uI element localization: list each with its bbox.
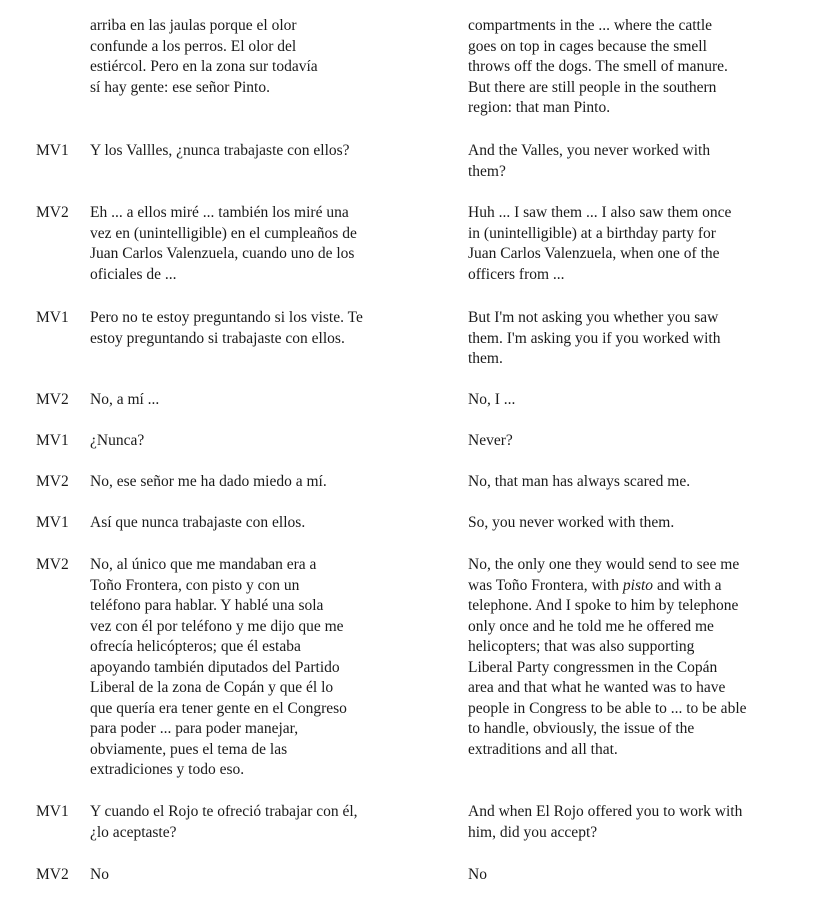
speaker-label: MV2	[36, 473, 69, 490]
spanish-line: estoy preguntando si trabajaste con ellos.	[90, 329, 345, 347]
english-line: Huh ... I saw them ... I also saw them once	[468, 204, 732, 221]
english-line: him, did you accept?	[468, 823, 598, 841]
spanish-line: ¿Nunca?	[90, 432, 145, 449]
english-line: only once and he told me he offered me	[468, 617, 714, 635]
english-text	[468, 802, 808, 843]
english-line: was Toño Frontera, with pisto and with a	[468, 576, 722, 594]
english-text	[468, 472, 808, 493]
english-line: goes on top in cages because the smell	[468, 37, 707, 55]
spanish-line: Pero no te estoy preguntando si los viste. Te	[90, 309, 363, 326]
italic-word: pisto	[622, 576, 654, 594]
spanish-line: que quería era tener gente en el Congreso	[90, 699, 347, 717]
speaker-label: MV2	[36, 204, 69, 221]
spanish-line: oficiales de ...	[90, 265, 177, 283]
spanish-text	[90, 308, 450, 349]
spanish-line: confunde a los perros. El olor del	[90, 37, 297, 55]
spanish-line: ¿lo aceptaste?	[90, 823, 177, 841]
spanish-line: No, a mí ...	[90, 391, 160, 408]
english-line: to handle, obviously, the issue of the	[468, 720, 695, 737]
spanish-line: arriba en las jaulas porque el olor	[90, 17, 297, 34]
speaker-label: MV2	[36, 556, 69, 573]
english-line: them?	[468, 162, 506, 180]
english-text	[468, 141, 808, 182]
english-line: Juan Carlos Valenzuela, when one of the	[468, 245, 720, 262]
spanish-line: Eh ... a ellos miré ... también los miré una	[90, 204, 349, 221]
speaker-label: MV2	[36, 866, 69, 883]
spanish-text	[90, 802, 450, 843]
english-text	[468, 308, 808, 370]
speaker-label: MV1	[36, 514, 69, 531]
english-text	[468, 390, 808, 411]
english-line: compartments in the ... where the cattle	[468, 17, 713, 34]
spanish-line: No, ese señor me ha dado miedo a mí.	[90, 473, 327, 490]
spanish-text	[90, 203, 450, 285]
spanish-line: sí hay gente: ese señor Pinto.	[90, 78, 270, 96]
english-text	[468, 513, 808, 534]
english-line: Never?	[468, 432, 513, 449]
english-line: helicopters; that was also supporting	[468, 638, 695, 655]
spanish-line: vez en (unintelligible) en el cumpleaños de	[90, 224, 357, 242]
english-line: area and that what he wanted was to have	[468, 679, 726, 696]
english-line: extraditions and all that.	[468, 740, 618, 758]
spanish-line: extradiciones y todo eso.	[90, 761, 245, 778]
spanish-text	[90, 472, 450, 493]
english-line: them. I'm asking you if you worked with	[468, 329, 721, 347]
spanish-text	[90, 16, 450, 98]
english-line: No	[468, 866, 487, 883]
english-line: So, you never worked with them.	[468, 514, 675, 531]
spanish-text	[90, 513, 450, 534]
english-line: region: that man Pinto.	[468, 99, 611, 116]
spanish-line: No, al único que me mandaban era a	[90, 556, 317, 573]
english-line: throws off the dogs. The smell of manure.	[468, 58, 728, 75]
spanish-line: Toño Frontera, con pisto y con un	[90, 576, 300, 594]
english-text	[468, 555, 808, 760]
spanish-text	[90, 431, 450, 452]
spanish-line: Y cuando el Rojo te ofreció trabajar con él,	[90, 803, 358, 820]
english-line: telephone. And I spoke to him by telephone	[468, 597, 739, 614]
english-text	[468, 431, 808, 452]
spanish-line: No	[90, 866, 109, 883]
spanish-line: estiércol. Pero en la zona sur todavía	[90, 58, 318, 75]
speaker-label: MV1	[36, 142, 69, 159]
speaker-label: MV1	[36, 803, 69, 820]
english-line: But I'm not asking you whether you saw	[468, 309, 719, 326]
english-line: people in Congress to be able to ... to be able	[468, 699, 747, 717]
english-line: Liberal Party congressmen in the Copán	[468, 658, 718, 676]
spanish-line: Y los Vallles, ¿nunca trabajaste con ellos?	[90, 142, 350, 159]
speaker-label: MV1	[36, 432, 69, 449]
spanish-text	[90, 555, 450, 781]
english-line: But there are still people in the southern	[468, 78, 717, 96]
speaker-label: MV2	[36, 391, 69, 408]
spanish-line: Liberal de la zona de Copán y que él lo	[90, 679, 334, 696]
spanish-line: teléfono para hablar. Y hablé una sola	[90, 597, 324, 614]
english-line: No, I ...	[468, 391, 516, 408]
spanish-line: Juan Carlos Valenzuela, cuando uno de los	[90, 245, 355, 262]
english-line: No, that man has always scared me.	[468, 473, 691, 490]
english-line: in (unintelligible) at a birthday party for	[468, 224, 716, 242]
english-line: No, the only one they would send to see me	[468, 556, 740, 573]
english-line: them.	[468, 350, 503, 367]
spanish-line: para poder ... para poder manejar,	[90, 720, 299, 737]
spanish-text	[90, 141, 450, 162]
spanish-text	[90, 390, 450, 411]
speaker-label: MV1	[36, 309, 69, 326]
spanish-line: ofrecía helicópteros; que él estaba	[90, 638, 301, 655]
spanish-line: obviamente, pues el tema de las	[90, 740, 288, 758]
spanish-line: apoyando también diputados del Partido	[90, 658, 340, 676]
spanish-line: Así que nunca trabajaste con ellos.	[90, 514, 306, 531]
english-line: And the Valles, you never worked with	[468, 142, 711, 159]
spanish-text	[90, 865, 450, 886]
english-line: And when El Rojo offered you to work with	[468, 803, 743, 820]
spanish-line: vez con él por teléfono y me dijo que me	[90, 617, 344, 635]
english-text	[468, 203, 808, 285]
english-line: officers from ...	[468, 265, 565, 283]
english-text	[468, 865, 808, 886]
english-text	[468, 16, 808, 119]
